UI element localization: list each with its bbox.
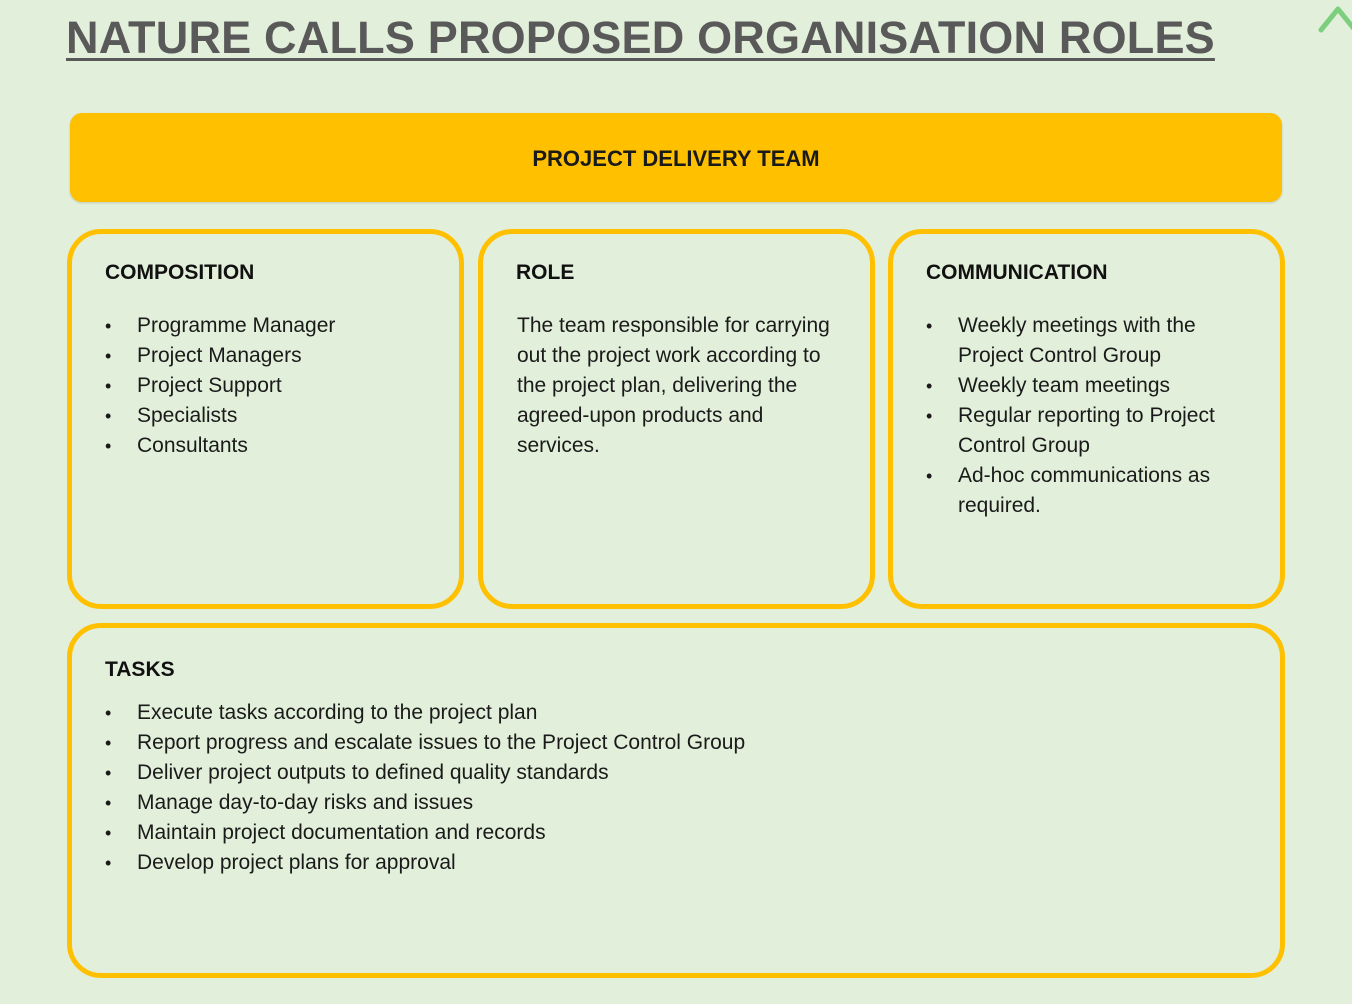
composition-heading: COMPOSITION [105, 261, 255, 284]
list-item: • Manage day-to-day risks and issues [105, 788, 1205, 818]
role-heading: ROLE [516, 261, 575, 284]
page-title: NATURE CALLS PROPOSED ORGANISATION ROLES [66, 12, 1215, 63]
list-item: • Project Managers [105, 341, 335, 371]
chevron-up-logo-icon [1318, 4, 1352, 36]
role-card [478, 229, 875, 609]
list-item: • Project Support [105, 371, 335, 401]
tasks-list [105, 698, 1205, 878]
tasks-heading: TASKS [105, 658, 175, 681]
list-item: • Deliver project outputs to defined quality standards [105, 758, 1205, 788]
list-item: • Report progress and escalate issues to the Project Control Group [105, 728, 1205, 758]
banner-title: PROJECT DELIVERY TEAM [532, 145, 820, 171]
communication-list [926, 311, 1256, 521]
composition-card [67, 229, 464, 609]
role-description: The team responsible for carrying out the project work according to the project plan, delivering the agreed-upon products and services. [517, 314, 830, 457]
communication-heading: COMMUNICATION [926, 261, 1108, 284]
list-item: • Weekly team meetings [926, 371, 1256, 401]
project-delivery-team-banner [70, 113, 1282, 202]
communication-card [888, 229, 1285, 609]
list-item: • Programme Manager [105, 311, 335, 341]
list-item: • Specialists [105, 401, 335, 431]
tasks-card [67, 623, 1285, 978]
list-item: • Regular reporting to Project Control Group [926, 401, 1256, 461]
list-item: • Maintain project documentation and records [105, 818, 1205, 848]
list-item: • Execute tasks according to the project plan [105, 698, 1205, 728]
list-item: • Ad-hoc communications as required. [926, 461, 1256, 521]
composition-list [105, 311, 335, 461]
list-item: • Develop project plans for approval [105, 848, 1205, 878]
list-item: • Consultants [105, 431, 335, 461]
list-item: • Weekly meetings with the Project Control Group [926, 311, 1256, 371]
